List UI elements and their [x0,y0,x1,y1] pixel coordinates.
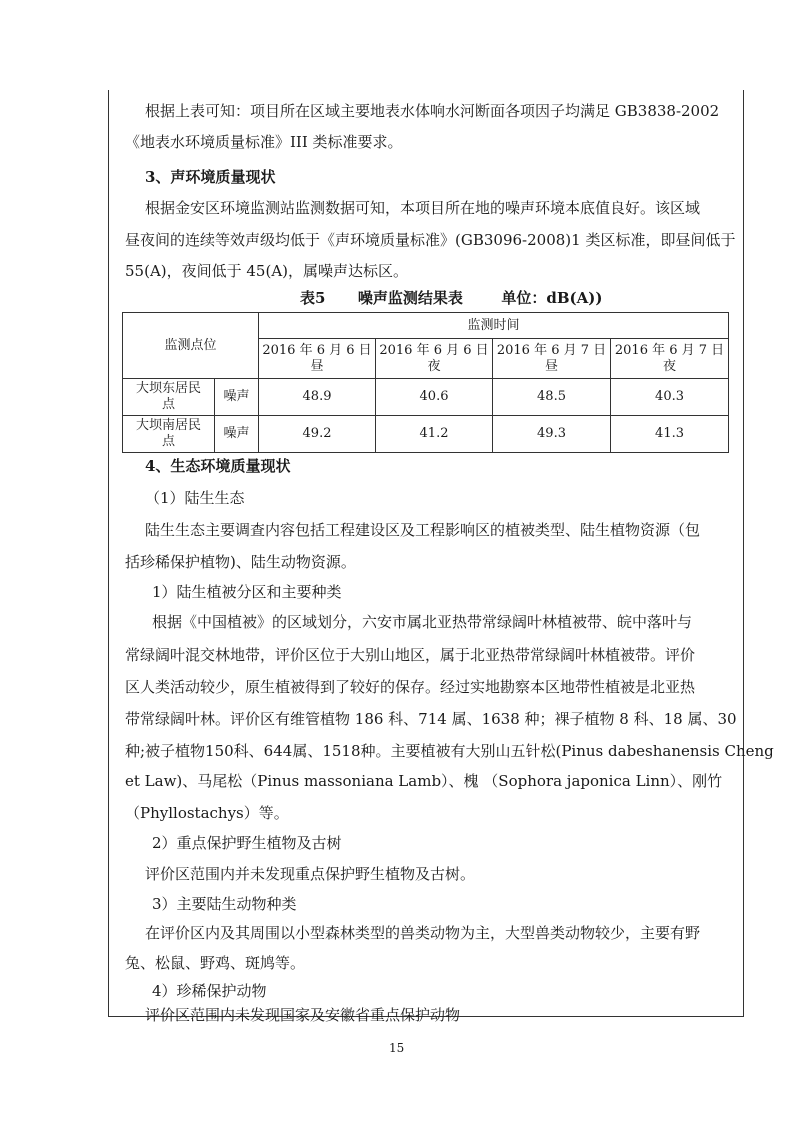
text-line: 兔、松鼠、野鸡、斑鸠等。 [125,954,306,972]
value-cell: 48.5 [493,379,611,416]
table-caption-number: 表5 [300,289,326,307]
header-date: 2016 年 6 月 7 日 昼 [493,339,611,379]
value-cell: 48.9 [259,379,376,416]
text-line: 根据金安区环境监测站监测数据可知，本项目所在地的噪声环境本底值良好。该区域 [145,199,701,217]
value-cell: 40.6 [376,379,493,416]
text-line: 昼夜间的连续等效声级均低于《声环境质量标准》(GB3096-2008)1 类区标准，即昼间低于 [125,231,736,249]
table-row [123,379,729,416]
text-line: 括珍稀保护植物)、陆生动物资源。 [125,553,356,571]
text-line: 评价区范围内并未发现重点保护野生植物及古树。 [145,865,476,883]
value-cell: 49.3 [493,416,611,453]
header-date: 2016 年 6 月 6 日 夜 [376,339,493,379]
section-heading: 3、声环境质量现状 [145,168,276,186]
value-cell: 49.2 [259,416,376,453]
sub-heading: 3）主要陆生动物种类 [152,895,297,913]
header-date: 2016 年 6 月 7 日 夜 [611,339,729,379]
header-point: 监测点位 [123,313,259,379]
value-cell: 41.2 [376,416,493,453]
type-cell: 噪声 [215,379,259,416]
site-cell: 大坝南居民 点 [123,416,215,453]
section-heading: 4、生态环境质量现状 [145,457,291,475]
text-line: 常绿阔叶混交林地带，评价区位于大别山地区，属于北亚热带常绿阔叶林植被带。评价 [125,646,696,664]
text-line: 根据《中国植被》的区域划分，六安市属北亚热带常绿阔叶林植被带、皖中落叶与 [152,613,693,631]
text-line: 区人类活动较少，原生植被得到了较好的保存。经过实地勘察本区地带性植被是北亚热 [125,678,696,696]
page-number: 15 [389,1041,405,1055]
text-line: 根据上表可知：项目所在区域主要地表水体响水河断面各项因子均满足 GB3838-2002 [145,102,720,120]
text-line: 在评价区内及其周围以小型森林类型的兽类动物为主，大型兽类动物较少，主要有野 [145,924,701,942]
text-line: 种;被子植物150科、644属、1518种。主要植被有大别山五针松(Pinus dabeshanensis Cheng [125,742,774,760]
text-line: et Law)、马尾松（Pinus massoniana Lamb）、槐 （Sophora japonica Linn）、刚竹 [125,772,723,790]
value-cell: 41.3 [611,416,729,453]
header-date: 2016 年 6 月 6 日 昼 [259,339,376,379]
text-line: （Phyllostachys）等。 [125,804,289,822]
sub-heading: 1）陆生植被分区和主要种类 [152,583,342,601]
table-caption-title: 噪声监测结果表 [357,289,463,307]
table-caption-unit: 单位：dB(A)) [501,289,603,307]
header-time: 监测时间 [259,313,729,339]
table-row [123,416,729,453]
value-cell: 40.3 [611,379,729,416]
table-header-row [123,313,729,339]
text-line: 评价区范围内未发现国家及安徽省重点保护动物 [145,1006,461,1024]
sub-heading: 2）重点保护野生植物及古树 [152,834,342,852]
text-line: 《地表水环境质量标准》III 类标准要求。 [125,133,403,151]
text-line: 陆生生态主要调查内容包括工程建设区及工程影响区的植被类型、陆生植物资源（包 [145,521,701,539]
sub-heading: 4）珍稀保护动物 [152,982,267,1000]
noise-table [122,312,729,453]
site-cell: 大坝东居民 点 [123,379,215,416]
type-cell: 噪声 [215,416,259,453]
text-line: 带常绿阔叶林。评价区有维管植物 186 科、714 属、1638 种；裸子植物 8 科、18 属、30 [125,710,737,728]
sub-heading: （1）陆生生态 [145,489,245,507]
text-line: 55(A)，夜间低于 45(A)，属噪声达标区。 [125,262,409,280]
table-caption [300,287,603,308]
